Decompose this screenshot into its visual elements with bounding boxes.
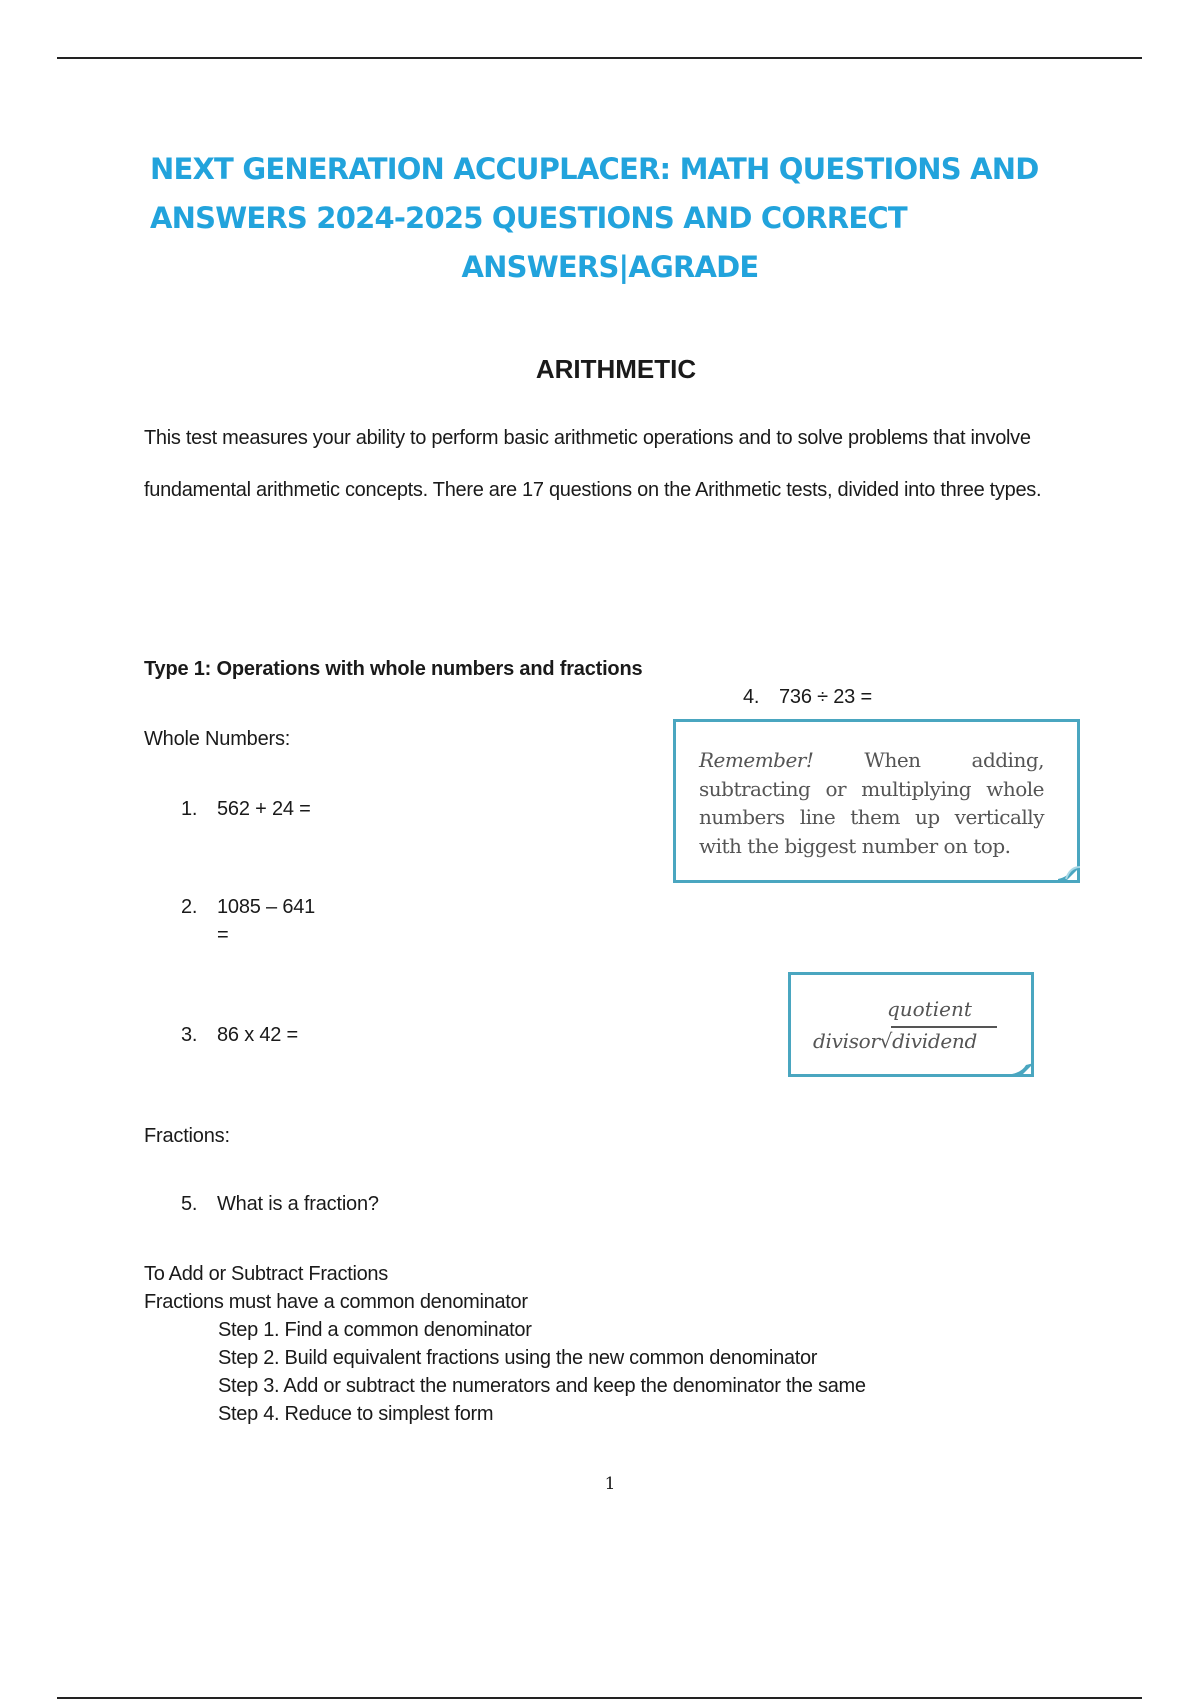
question-text: 1085 – 641 xyxy=(217,896,316,918)
add-subtract-fractions xyxy=(144,1260,866,1428)
page-curl-icon xyxy=(1058,861,1080,883)
title-line-3: ANSWERS|AGRADE xyxy=(461,250,759,284)
question-text: 736 ÷ 23 = xyxy=(779,686,872,708)
top-rule xyxy=(57,57,1142,59)
question-number: 4. xyxy=(743,686,760,708)
question-number: 1. xyxy=(181,798,198,820)
question-text-continued: = xyxy=(217,924,229,946)
question-3 xyxy=(181,1024,298,1047)
title-line-2: ANSWERS 2024-2025 QUESTIONS AND CORRECT xyxy=(150,201,907,235)
remember-body: When adding, subtracting or multiplying whole numbers line them up vertically with the biggest number on top. xyxy=(699,748,1044,858)
question-5 xyxy=(181,1193,379,1216)
question-number: 2. xyxy=(181,896,198,918)
division-bar xyxy=(891,1026,997,1028)
title-line-1: NEXT GENERATION ACCUPLACER: MATH QUESTIONS AND xyxy=(150,152,1039,186)
question-text: 562 + 24 = xyxy=(217,798,311,820)
quotient-label: quotient xyxy=(887,997,972,1021)
bottom-rule xyxy=(57,1697,1142,1699)
section-heading: ARITHMETIC xyxy=(535,354,697,384)
add-subtract-rule: Fractions must have a common denominator xyxy=(144,1291,528,1313)
intro-paragraph: This test measures your ability to perform basic arithmetic operations and to solve problems that involve fundamental arithmetic concepts. There are 17 questions on the Arithmetic tests, divided into three types. xyxy=(144,427,1042,501)
divisor-dividend xyxy=(813,1029,977,1053)
long-division-callout xyxy=(788,972,1034,1077)
question-text: What is a fraction? xyxy=(217,1193,379,1215)
question-1 xyxy=(181,798,311,821)
step-3: Step 3. Add or subtract the numerators and keep the denominator the same xyxy=(218,1375,866,1397)
remember-lead: Remember! xyxy=(699,748,814,772)
radical-icon: √ xyxy=(879,1029,893,1053)
document-title xyxy=(150,145,1090,292)
type1-heading: Type 1: Operations with whole numbers and fractions xyxy=(144,658,643,680)
dividend-label: dividend xyxy=(892,1029,977,1053)
fractions-label: Fractions: xyxy=(144,1125,230,1147)
remember-text xyxy=(699,746,1044,860)
question-4 xyxy=(743,686,872,709)
question-number: 5. xyxy=(181,1193,198,1215)
remember-callout xyxy=(673,719,1080,883)
step-4: Step 4. Reduce to simplest form xyxy=(218,1403,494,1425)
step-2: Step 2. Build equivalent fractions using the new common denominator xyxy=(218,1347,818,1369)
step-1: Step 1. Find a common denominator xyxy=(218,1319,532,1341)
page-curl-icon xyxy=(1012,1055,1034,1077)
divisor-label: divisor xyxy=(813,1029,880,1053)
question-text: 86 x 42 = xyxy=(217,1024,299,1046)
page-number: 1 xyxy=(604,1474,616,1494)
question-number: 3. xyxy=(181,1024,198,1046)
whole-numbers-label: Whole Numbers: xyxy=(144,728,291,750)
question-2 xyxy=(181,896,316,946)
add-subtract-heading: To Add or Subtract Fractions xyxy=(144,1263,388,1285)
